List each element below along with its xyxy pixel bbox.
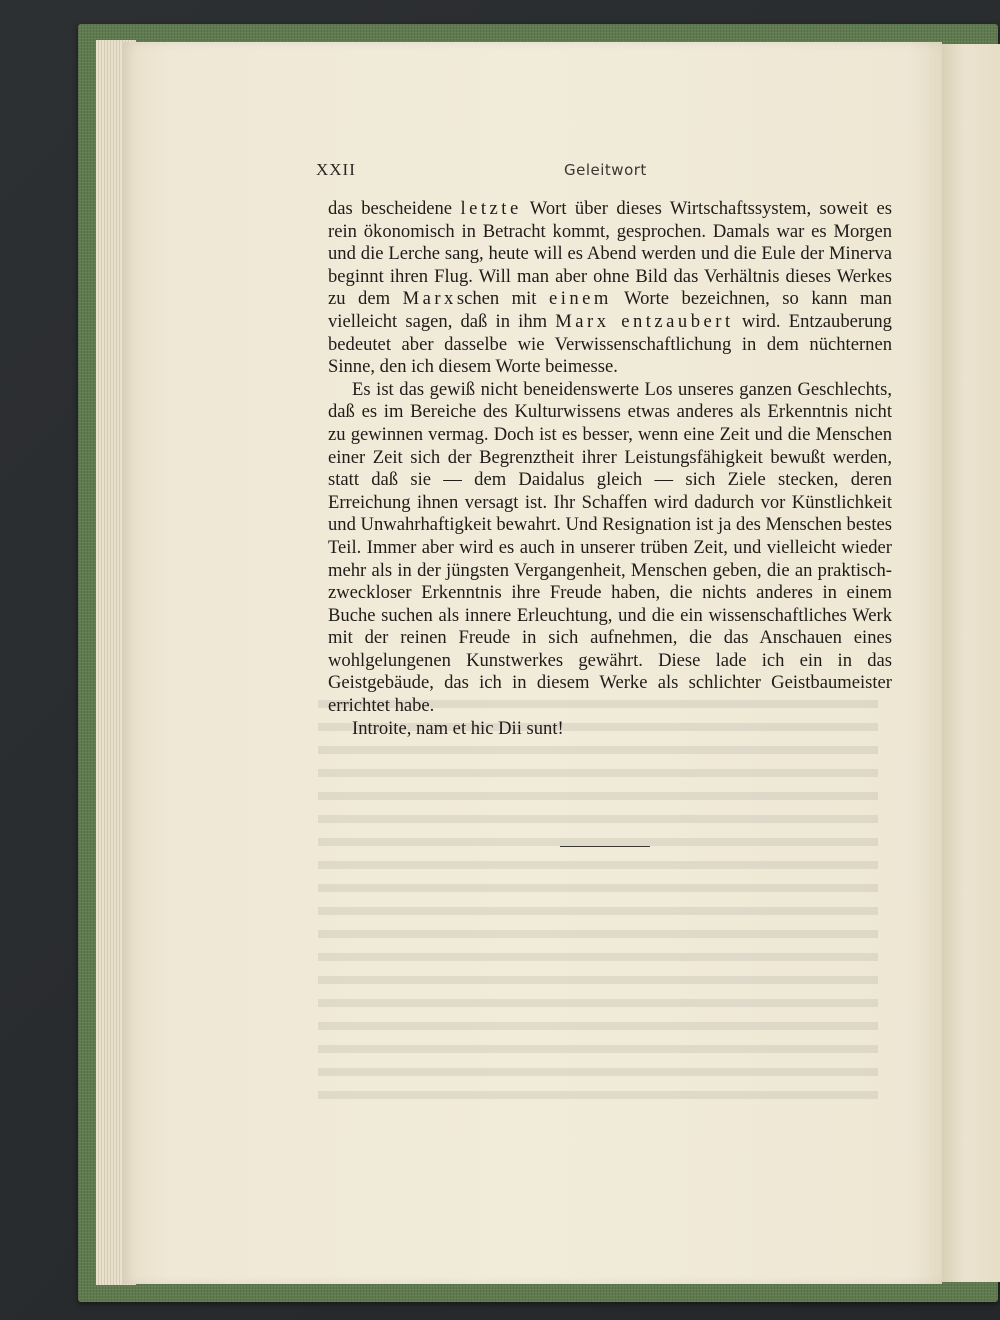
spaced-emphasis: einem bbox=[548, 288, 612, 310]
end-rule bbox=[560, 846, 650, 847]
text-segment: das bescheidene bbox=[328, 198, 461, 219]
paragraph-2 bbox=[328, 379, 892, 718]
text-segment: Es ist das gewiß nicht beneidenswerte Los unseres ganzen Geschlechts, daß es im Bereiche des Kulturwissens etwas anderes als Erkenntnis nicht zu gewinnen vermag. Doch ist es besser, wenn eine Zeit und die Menschen einer Zeit sich der Begrenztheit ihrer Leistungsfähigkeit bewußt werden, statt daß sie — dem Daidalus gleich — sich Ziele stecken, deren Erreichung ihnen versagt ist. Ihr Schaffen wird dadurch vor Künstlichkeit und Unwahrhaftigkeit bewahrt. Und Resignation ist ja des Menschen bestes Teil. Immer aber wird es auch in unserer trüben Zeit, und vielleicht wieder mehr als in der jüngsten Vergangenheit, Menschen geben, die an praktisch-zweckloser Erkenntnis ihre Freude haben, die nichts anderes in einem Buche suchen als innere Erleuchtung, und die ein wissenschaftliches Werk mit der reinen Freude in sich aufnehmen, die das Anschauen eines wohlgelungenen Kunstwerkes gewährt. Diese lade ich ein in das Geistgebäude, das ich in diesem Werke als schlichter Geistbaumeister errichtet habe. bbox=[328, 378, 892, 717]
body-text bbox=[328, 198, 892, 740]
running-title: Geleitwort bbox=[564, 161, 647, 179]
spaced-emphasis: letzte bbox=[460, 198, 522, 219]
page-header bbox=[316, 160, 892, 182]
text-segment: Worte bezeichnen, so kann man vielleicht sagen, daß in ihm bbox=[328, 288, 892, 332]
facing-page-edge bbox=[940, 44, 1000, 1282]
text-segment: Introite, nam et hic Dii sunt! bbox=[352, 717, 564, 739]
text-segment: wird. Entzauberung bedeutet aber dasselbe wie Verwissenschaftlichung in dem nüchternen Sinne, den ich diesem Worte beimesse. bbox=[328, 310, 892, 378]
spaced-emphasis: Marx bbox=[402, 288, 457, 310]
paragraph-1 bbox=[328, 198, 892, 379]
page-number: XXII bbox=[316, 160, 356, 179]
text-segment: Wort über dieses Wirtschaftssystem, soweit es rein ökonomisch in Betracht kommt, gesprochen. Damals war es Morgen und die Lerche sang, heute will es Abend werden und die Eule der Minerva beginnt ihren Flug. Will man aber ohne Bild das Verhältnis dieses Werkes zu dem bbox=[328, 198, 892, 310]
paragraph-3 bbox=[328, 718, 892, 741]
show-through-text bbox=[318, 700, 878, 1100]
spaced-emphasis: Marx entzaubert bbox=[555, 310, 734, 332]
text-segment: schen mit bbox=[456, 288, 549, 310]
